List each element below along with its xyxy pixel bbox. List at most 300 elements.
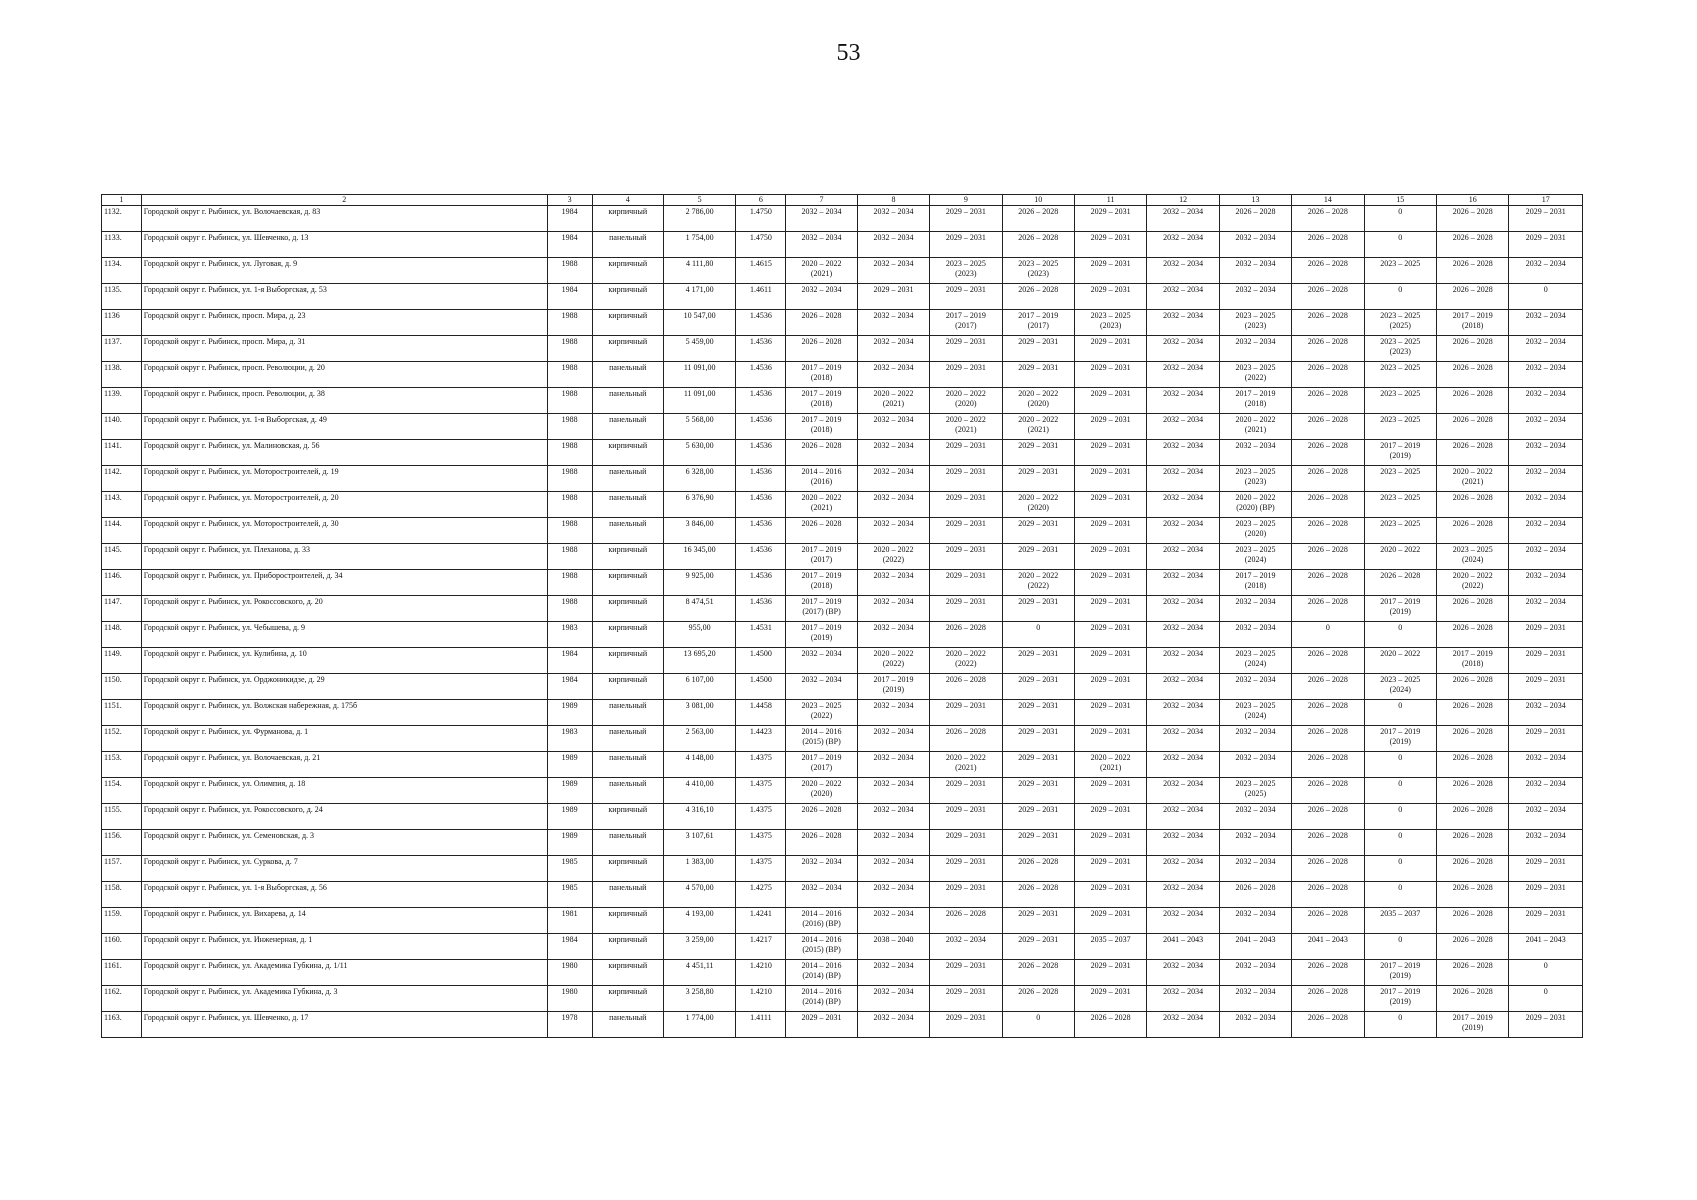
address-cell: Городской округ г. Рыбинск, ул. Шевченко, д. 17	[141, 1012, 547, 1038]
period-cell: 2032 – 2034	[1147, 518, 1219, 544]
period-cell: 2026 – 2028	[1436, 752, 1508, 778]
period-cell: 2029 – 2031	[1074, 882, 1146, 908]
year-cell: 1984	[547, 648, 592, 674]
period-cell: 2032 – 2034	[1509, 570, 1583, 596]
area-cell: 3 846,00	[663, 518, 735, 544]
address-cell: Городской округ г. Рыбинск, ул. Шевченко, д. 13	[141, 232, 547, 258]
period-cell: 2026 – 2028	[1074, 1012, 1146, 1038]
period-cell: 2032 – 2034	[786, 648, 857, 674]
year-cell: 1978	[547, 1012, 592, 1038]
period-cell: 0	[1364, 804, 1436, 830]
period-cell: 2023 – 2025 (2025)	[1219, 778, 1291, 804]
area-cell: 16 345,00	[663, 544, 735, 570]
period-cell: 2029 – 2031	[930, 466, 1002, 492]
period-cell: 2032 – 2034	[1147, 882, 1219, 908]
period-cell: 2032 – 2034	[1147, 908, 1219, 934]
period-cell: 2026 – 2028	[1002, 856, 1074, 882]
wall-material-cell: кирпичный	[592, 258, 663, 284]
table-row	[102, 830, 1583, 856]
row-number: 1132.	[102, 206, 142, 232]
period-cell: 2020 – 2022 (2022)	[930, 648, 1002, 674]
column-header: 4	[592, 195, 663, 206]
period-cell: 2023 – 2025 (2024)	[1219, 648, 1291, 674]
period-cell: 2020 – 2022 (2020) (ВР)	[1219, 492, 1291, 518]
address-cell: Городской округ г. Рыбинск, ул. Моторостроителей, д. 19	[141, 466, 547, 492]
address-cell: Городской округ г. Рыбинск, ул. Малиновская, д. 56	[141, 440, 547, 466]
column-header: 1	[102, 195, 142, 206]
period-cell: 2029 – 2031	[1074, 206, 1146, 232]
period-cell: 2032 – 2034	[1509, 310, 1583, 336]
period-cell: 2020 – 2022 (2021)	[1219, 414, 1291, 440]
period-cell: 2029 – 2031	[930, 856, 1002, 882]
period-cell: 2020 – 2022 (2022)	[857, 648, 929, 674]
period-cell: 2029 – 2031	[1074, 544, 1146, 570]
coefficient-cell: 1.4615	[736, 258, 786, 284]
period-cell: 2020 – 2022 (2022)	[1436, 570, 1508, 596]
table-row	[102, 414, 1583, 440]
period-cell: 2029 – 2031	[930, 700, 1002, 726]
area-cell: 6 107,00	[663, 674, 735, 700]
period-cell: 2026 – 2028	[1436, 284, 1508, 310]
year-cell: 1984	[547, 232, 592, 258]
area-cell: 5 568,00	[663, 414, 735, 440]
period-cell: 2032 – 2034	[1509, 440, 1583, 466]
period-cell: 2032 – 2034	[786, 206, 857, 232]
row-number: 1161.	[102, 960, 142, 986]
coefficient-cell: 1.4375	[736, 778, 786, 804]
period-cell: 2023 – 2025	[1364, 258, 1436, 284]
period-cell: 2026 – 2028	[1436, 336, 1508, 362]
period-cell: 2032 – 2034	[1147, 700, 1219, 726]
period-cell: 2026 – 2028	[1292, 414, 1364, 440]
year-cell: 1988	[547, 596, 592, 622]
period-cell: 2032 – 2034	[857, 310, 929, 336]
period-cell: 2017 – 2019 (2019)	[1364, 440, 1436, 466]
period-cell: 2026 – 2028	[1292, 726, 1364, 752]
period-cell: 2026 – 2028	[1292, 908, 1364, 934]
year-cell: 1988	[547, 388, 592, 414]
year-cell: 1980	[547, 986, 592, 1012]
row-number: 1152.	[102, 726, 142, 752]
period-cell: 2032 – 2034	[1219, 232, 1291, 258]
period-cell: 2032 – 2034	[1219, 960, 1291, 986]
header-row	[102, 195, 1583, 206]
period-cell: 2032 – 2034	[1219, 596, 1291, 622]
table-row	[102, 596, 1583, 622]
period-cell: 2029 – 2031	[1002, 934, 1074, 960]
period-cell: 2029 – 2031	[1002, 648, 1074, 674]
period-cell: 2029 – 2031	[930, 336, 1002, 362]
period-cell: 2026 – 2028	[1292, 986, 1364, 1012]
address-cell: Городской округ г. Рыбинск, ул. 1-я Выборгская, д. 53	[141, 284, 547, 310]
table-row	[102, 492, 1583, 518]
area-cell: 955,00	[663, 622, 735, 648]
period-cell: 2029 – 2031	[1002, 778, 1074, 804]
period-cell: 2032 – 2034	[857, 336, 929, 362]
period-cell: 2029 – 2031	[1002, 336, 1074, 362]
period-cell: 2029 – 2031	[930, 440, 1002, 466]
wall-material-cell: кирпичный	[592, 986, 663, 1012]
area-cell: 9 925,00	[663, 570, 735, 596]
period-cell: 2029 – 2031	[930, 882, 1002, 908]
period-cell: 2026 – 2028	[1436, 362, 1508, 388]
period-cell: 2032 – 2034	[1509, 700, 1583, 726]
address-cell: Городской округ г. Рыбинск, ул. Олимпия, д. 18	[141, 778, 547, 804]
coefficient-cell: 1.4536	[736, 596, 786, 622]
period-cell: 2029 – 2031	[1074, 336, 1146, 362]
period-cell: 2029 – 2031	[1074, 284, 1146, 310]
period-cell: 2029 – 2031	[1509, 908, 1583, 934]
period-cell: 2026 – 2028	[1002, 882, 1074, 908]
period-cell: 2026 – 2028	[1292, 388, 1364, 414]
period-cell: 0	[1002, 1012, 1074, 1038]
period-cell: 2032 – 2034	[1147, 648, 1219, 674]
area-cell: 4 111,80	[663, 258, 735, 284]
wall-material-cell: кирпичный	[592, 622, 663, 648]
wall-material-cell: кирпичный	[592, 648, 663, 674]
period-cell: 2029 – 2031	[786, 1012, 857, 1038]
row-number: 1157.	[102, 856, 142, 882]
period-cell: 2026 – 2028	[1292, 700, 1364, 726]
wall-material-cell: кирпичный	[592, 960, 663, 986]
period-cell: 2029 – 2031	[1074, 466, 1146, 492]
address-cell: Городской округ г. Рыбинск, ул. Суркова, д. 7	[141, 856, 547, 882]
period-cell: 2029 – 2031	[930, 960, 1002, 986]
period-cell: 2026 – 2028	[1292, 362, 1364, 388]
row-number: 1148.	[102, 622, 142, 648]
coefficient-cell: 1.4275	[736, 882, 786, 908]
period-cell: 2029 – 2031	[1074, 622, 1146, 648]
year-cell: 1981	[547, 908, 592, 934]
period-cell: 2026 – 2028	[1292, 882, 1364, 908]
period-cell: 2032 – 2034	[857, 856, 929, 882]
table-row	[102, 544, 1583, 570]
period-cell: 2017 – 2019 (2017) (ВР)	[786, 596, 857, 622]
row-number: 1162.	[102, 986, 142, 1012]
period-cell: 2026 – 2028	[1002, 206, 1074, 232]
coefficient-cell: 1.4750	[736, 206, 786, 232]
coefficient-cell: 1.4375	[736, 830, 786, 856]
table-row	[102, 466, 1583, 492]
period-cell: 2029 – 2031	[1002, 596, 1074, 622]
period-cell: 0	[1292, 622, 1364, 648]
period-cell: 2029 – 2031	[1074, 960, 1146, 986]
period-cell: 2032 – 2034	[1147, 414, 1219, 440]
year-cell: 1989	[547, 804, 592, 830]
period-cell: 2032 – 2034	[1219, 752, 1291, 778]
wall-material-cell: панельный	[592, 700, 663, 726]
period-cell: 0	[1364, 284, 1436, 310]
period-cell: 2026 – 2028	[1002, 986, 1074, 1012]
wall-material-cell: кирпичный	[592, 544, 663, 570]
period-cell: 2026 – 2028	[786, 310, 857, 336]
period-cell: 2029 – 2031	[1002, 752, 1074, 778]
column-header: 15	[1364, 195, 1436, 206]
wall-material-cell: панельный	[592, 362, 663, 388]
area-cell: 5 630,00	[663, 440, 735, 466]
period-cell: 2032 – 2034	[1219, 674, 1291, 700]
area-cell: 4 570,00	[663, 882, 735, 908]
period-cell: 2026 – 2028	[1292, 804, 1364, 830]
period-cell: 0	[1509, 960, 1583, 986]
period-cell: 2023 – 2025 (2024)	[1436, 544, 1508, 570]
column-header: 7	[786, 195, 857, 206]
period-cell: 2026 – 2028	[786, 336, 857, 362]
column-header: 12	[1147, 195, 1219, 206]
period-cell: 2041 – 2043	[1147, 934, 1219, 960]
period-cell: 2026 – 2028	[1292, 570, 1364, 596]
period-cell: 2032 – 2034	[1147, 570, 1219, 596]
table-row	[102, 310, 1583, 336]
period-cell: 2032 – 2034	[1147, 440, 1219, 466]
address-cell: Городской округ г. Рыбинск, просп. Революции, д. 38	[141, 388, 547, 414]
period-cell: 2017 – 2019 (2018)	[786, 388, 857, 414]
period-cell: 2026 – 2028	[786, 440, 857, 466]
period-cell: 2023 – 2025 (2023)	[930, 258, 1002, 284]
column-header: 14	[1292, 195, 1364, 206]
period-cell: 2029 – 2031	[1074, 986, 1146, 1012]
period-cell: 2029 – 2031	[930, 284, 1002, 310]
table-row	[102, 882, 1583, 908]
period-cell: 2029 – 2031	[1074, 232, 1146, 258]
period-cell: 2020 – 2022	[1364, 648, 1436, 674]
table-row	[102, 518, 1583, 544]
row-number: 1163.	[102, 1012, 142, 1038]
address-cell: Городской округ г. Рыбинск, ул. Моторостроителей, д. 30	[141, 518, 547, 544]
coefficient-cell: 1.4536	[736, 518, 786, 544]
period-cell: 2026 – 2028	[1292, 544, 1364, 570]
address-cell: Городской округ г. Рыбинск, ул. Орджоникидзе, д. 29	[141, 674, 547, 700]
address-cell: Городской округ г. Рыбинск, ул. Моторостроителей, д. 20	[141, 492, 547, 518]
coefficient-cell: 1.4536	[736, 414, 786, 440]
table-row	[102, 336, 1583, 362]
column-header: 10	[1002, 195, 1074, 206]
period-cell: 2020 – 2022 (2020)	[786, 778, 857, 804]
table-row	[102, 284, 1583, 310]
period-cell: 2026 – 2028	[1292, 830, 1364, 856]
row-number: 1140.	[102, 414, 142, 440]
period-cell: 2032 – 2034	[857, 570, 929, 596]
period-cell: 2017 – 2019 (2019)	[786, 622, 857, 648]
address-cell: Городской округ г. Рыбинск, ул. Академика Губкина, д. 1/11	[141, 960, 547, 986]
area-cell: 3 107,61	[663, 830, 735, 856]
period-cell: 2032 – 2034	[1147, 1012, 1219, 1038]
capital-repair-table	[101, 194, 1583, 1038]
wall-material-cell: кирпичный	[592, 674, 663, 700]
period-cell: 2017 – 2019 (2017)	[1002, 310, 1074, 336]
period-cell: 2032 – 2034	[1147, 804, 1219, 830]
period-cell: 2026 – 2028	[1002, 232, 1074, 258]
period-cell: 0	[1509, 986, 1583, 1012]
area-cell: 1 774,00	[663, 1012, 735, 1038]
row-number: 1158.	[102, 882, 142, 908]
coefficient-cell: 1.4536	[736, 544, 786, 570]
coefficient-cell: 1.4536	[736, 310, 786, 336]
period-cell: 2032 – 2034	[857, 700, 929, 726]
period-cell: 2029 – 2031	[1074, 674, 1146, 700]
period-cell: 2029 – 2031	[1509, 882, 1583, 908]
period-cell: 2026 – 2028	[1292, 310, 1364, 336]
period-cell: 2026 – 2028	[1436, 258, 1508, 284]
period-cell: 2029 – 2031	[930, 804, 1002, 830]
period-cell: 2026 – 2028	[1436, 856, 1508, 882]
wall-material-cell: панельный	[592, 882, 663, 908]
period-cell: 2032 – 2034	[1147, 986, 1219, 1012]
column-header: 8	[857, 195, 929, 206]
table-row	[102, 440, 1583, 466]
period-cell: 2017 – 2019 (2019)	[1364, 726, 1436, 752]
period-cell: 2029 – 2031	[1002, 700, 1074, 726]
period-cell: 2032 – 2034	[1509, 492, 1583, 518]
period-cell: 2023 – 2025 (2024)	[1219, 544, 1291, 570]
period-cell: 0	[1364, 752, 1436, 778]
period-cell: 2023 – 2025 (2024)	[1219, 700, 1291, 726]
table-row	[102, 908, 1583, 934]
period-cell: 2020 – 2022	[1364, 544, 1436, 570]
year-cell: 1988	[547, 466, 592, 492]
address-cell: Городской округ г. Рыбинск, ул. Инженерная, д. 1	[141, 934, 547, 960]
period-cell: 2032 – 2034	[857, 752, 929, 778]
year-cell: 1983	[547, 726, 592, 752]
period-cell: 2032 – 2034	[1509, 466, 1583, 492]
period-cell: 0	[1364, 1012, 1436, 1038]
period-cell: 2032 – 2034	[1509, 778, 1583, 804]
period-cell: 2026 – 2028	[1436, 622, 1508, 648]
period-cell: 2032 – 2034	[1147, 258, 1219, 284]
period-cell: 2026 – 2028	[1436, 882, 1508, 908]
wall-material-cell: кирпичный	[592, 570, 663, 596]
period-cell: 2026 – 2028	[1292, 778, 1364, 804]
year-cell: 1985	[547, 856, 592, 882]
period-cell: 2032 – 2034	[857, 622, 929, 648]
table-body	[102, 206, 1583, 1038]
coefficient-cell: 1.4500	[736, 674, 786, 700]
period-cell: 2020 – 2022 (2022)	[1002, 570, 1074, 596]
address-cell: Городской округ г. Рыбинск, просп. Революции, д. 20	[141, 362, 547, 388]
period-cell: 2026 – 2028	[1436, 674, 1508, 700]
period-cell: 2029 – 2031	[1002, 466, 1074, 492]
period-cell: 2026 – 2028	[1436, 492, 1508, 518]
period-cell: 0	[1364, 830, 1436, 856]
period-cell: 2032 – 2034	[857, 960, 929, 986]
year-cell: 1984	[547, 284, 592, 310]
period-cell: 2032 – 2034	[1147, 284, 1219, 310]
row-number: 1134.	[102, 258, 142, 284]
coefficient-cell: 1.4111	[736, 1012, 786, 1038]
period-cell: 2029 – 2031	[1002, 518, 1074, 544]
period-cell: 2026 – 2028	[1436, 778, 1508, 804]
period-cell: 2020 – 2022 (2022)	[857, 544, 929, 570]
period-cell: 2032 – 2034	[857, 986, 929, 1012]
table-row	[102, 648, 1583, 674]
period-cell: 2026 – 2028	[1002, 960, 1074, 986]
period-cell: 2026 – 2028	[1436, 986, 1508, 1012]
period-cell: 2029 – 2031	[1002, 726, 1074, 752]
period-cell: 2023 – 2025 (2023)	[1219, 310, 1291, 336]
coefficient-cell: 1.4536	[736, 440, 786, 466]
period-cell: 2014 – 2016 (2015) (ВР)	[786, 934, 857, 960]
period-cell: 2032 – 2034	[857, 830, 929, 856]
period-cell: 2032 – 2034	[1147, 544, 1219, 570]
period-cell: 2029 – 2031	[1074, 258, 1146, 284]
area-cell: 4 193,00	[663, 908, 735, 934]
period-cell: 2026 – 2028	[1436, 388, 1508, 414]
period-cell: 2029 – 2031	[1509, 856, 1583, 882]
period-cell: 2026 – 2028	[786, 518, 857, 544]
period-cell: 2032 – 2034	[786, 232, 857, 258]
coefficient-cell: 1.4458	[736, 700, 786, 726]
table-row	[102, 986, 1583, 1012]
table-row	[102, 622, 1583, 648]
period-cell: 2032 – 2034	[1509, 388, 1583, 414]
table-row	[102, 726, 1583, 752]
year-cell: 1984	[547, 934, 592, 960]
year-cell: 1989	[547, 830, 592, 856]
column-header: 6	[736, 195, 786, 206]
wall-material-cell: панельный	[592, 1012, 663, 1038]
period-cell: 2032 – 2034	[857, 882, 929, 908]
wall-material-cell: кирпичный	[592, 440, 663, 466]
period-cell: 2032 – 2034	[857, 908, 929, 934]
row-number: 1151.	[102, 700, 142, 726]
area-cell: 6 376,90	[663, 492, 735, 518]
year-cell: 1985	[547, 882, 592, 908]
period-cell: 2032 – 2034	[1147, 336, 1219, 362]
year-cell: 1988	[547, 258, 592, 284]
period-cell: 0	[1364, 206, 1436, 232]
period-cell: 2029 – 2031	[1002, 544, 1074, 570]
period-cell: 2023 – 2025	[1364, 518, 1436, 544]
period-cell: 2029 – 2031	[930, 518, 1002, 544]
period-cell: 2032 – 2034	[1147, 674, 1219, 700]
wall-material-cell: кирпичный	[592, 284, 663, 310]
period-cell: 2023 – 2025 (2022)	[1219, 362, 1291, 388]
area-cell: 11 091,00	[663, 388, 735, 414]
period-cell: 2017 – 2019 (2019)	[1436, 1012, 1508, 1038]
period-cell: 2029 – 2031	[1002, 830, 1074, 856]
period-cell: 2026 – 2028	[1364, 570, 1436, 596]
row-number: 1133.	[102, 232, 142, 258]
address-cell: Городской округ г. Рыбинск, ул. Вихарева, д. 14	[141, 908, 547, 934]
period-cell: 2032 – 2034	[857, 518, 929, 544]
coefficient-cell: 1.4531	[736, 622, 786, 648]
period-cell: 2017 – 2019 (2019)	[857, 674, 929, 700]
area-cell: 2 563,00	[663, 726, 735, 752]
data-table	[101, 194, 1583, 1038]
year-cell: 1988	[547, 310, 592, 336]
period-cell: 2029 – 2031	[1002, 804, 1074, 830]
period-cell: 2026 – 2028	[930, 622, 1002, 648]
period-cell: 2026 – 2028	[786, 830, 857, 856]
wall-material-cell: панельный	[592, 492, 663, 518]
period-cell: 2032 – 2034	[1509, 544, 1583, 570]
period-cell: 2029 – 2031	[857, 284, 929, 310]
period-cell: 2026 – 2028	[1292, 466, 1364, 492]
period-cell: 2032 – 2034	[1509, 752, 1583, 778]
period-cell: 2032 – 2034	[1147, 960, 1219, 986]
period-cell: 2017 – 2019 (2019)	[1364, 596, 1436, 622]
period-cell: 2032 – 2034	[1219, 1012, 1291, 1038]
period-cell: 2032 – 2034	[1147, 596, 1219, 622]
period-cell: 2023 – 2025	[1364, 414, 1436, 440]
period-cell: 2029 – 2031	[1074, 596, 1146, 622]
period-cell: 2032 – 2034	[930, 934, 1002, 960]
period-cell: 0	[1364, 856, 1436, 882]
period-cell: 2029 – 2031	[1074, 648, 1146, 674]
wall-material-cell: панельный	[592, 388, 663, 414]
period-cell: 2014 – 2016 (2014) (ВР)	[786, 986, 857, 1012]
table-row	[102, 258, 1583, 284]
